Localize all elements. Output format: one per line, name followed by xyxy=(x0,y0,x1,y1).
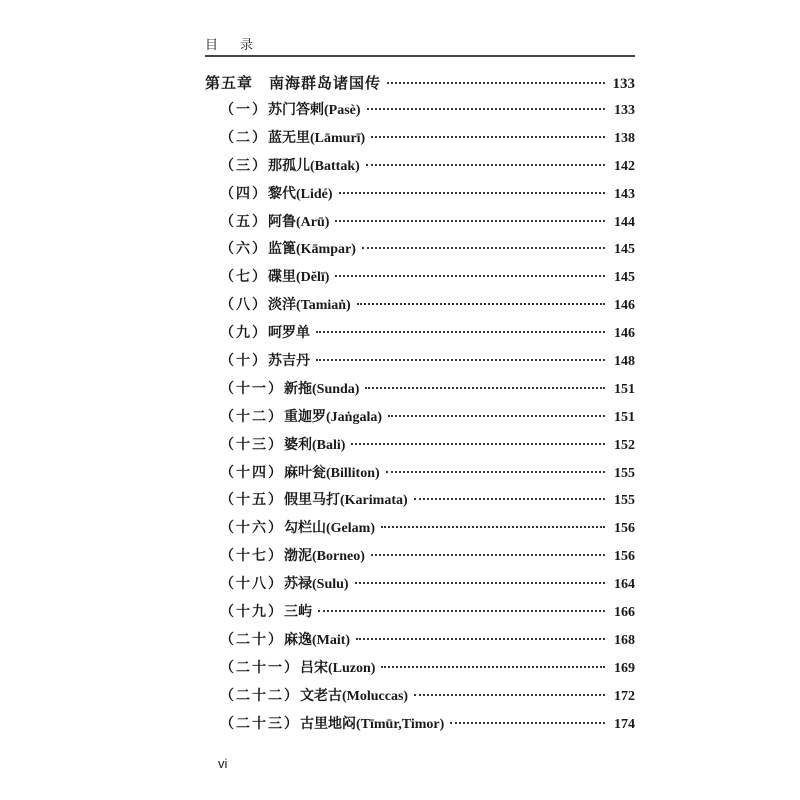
toc-entry[interactable] xyxy=(205,434,635,462)
entry-number: （十七） xyxy=(220,549,284,565)
toc-entry[interactable] xyxy=(205,462,635,490)
dot-leader xyxy=(381,666,605,668)
page-number: 133 xyxy=(614,103,635,118)
entry-number: （七） xyxy=(220,270,268,286)
dot-leader xyxy=(388,415,605,417)
toc-entry[interactable] xyxy=(205,350,635,378)
header-char: 录 xyxy=(240,37,254,52)
dot-leader xyxy=(351,443,605,445)
dot-leader xyxy=(365,387,605,389)
dot-leader xyxy=(339,192,605,194)
entry-number: （一） xyxy=(220,103,268,118)
page-number: 172 xyxy=(614,688,635,704)
entry-number: （二十二） xyxy=(220,688,300,704)
entry-title: 麻逸(Mait) xyxy=(284,632,351,648)
entry-number: （十） xyxy=(220,354,268,370)
entry-number: （十六） xyxy=(220,521,284,537)
entry-title: 苏吉丹 xyxy=(268,354,310,370)
toc-entry[interactable] xyxy=(205,657,635,685)
entry-number: （六） xyxy=(220,242,268,258)
entry-number: （十八） xyxy=(220,577,284,593)
entry-number: （四） xyxy=(220,186,268,202)
toc-entry[interactable] xyxy=(205,183,635,211)
dot-leader xyxy=(335,275,605,277)
page-number: 151 xyxy=(614,409,635,425)
entry-number: （十二） xyxy=(220,409,284,425)
dot-leader xyxy=(386,471,605,473)
entry-title: 蓝无里(Lāmurī) xyxy=(268,130,366,146)
dot-leader xyxy=(355,582,605,584)
toc-entry[interactable] xyxy=(205,629,635,657)
dot-leader xyxy=(357,303,605,305)
entry-title: 阿鲁(Arū) xyxy=(268,214,330,230)
chapter-label: 第五章 xyxy=(205,76,254,92)
dot-leader xyxy=(335,220,605,222)
dot-leader xyxy=(316,331,605,333)
entry-number: （九） xyxy=(220,326,268,342)
page-number: 151 xyxy=(614,381,635,397)
page-number: 142 xyxy=(614,158,635,174)
chapter-title: 南海群岛诸国传 xyxy=(269,76,382,92)
entry-title: 文老古(Moluccas) xyxy=(300,688,409,704)
toc-entry[interactable] xyxy=(205,322,635,350)
page-number: 146 xyxy=(614,298,635,314)
entry-title: 新拖(Sunda) xyxy=(284,381,360,397)
dot-leader xyxy=(371,136,605,138)
entry-title: 呵罗单 xyxy=(268,326,310,342)
dot-leader xyxy=(414,498,605,500)
entry-number: （二） xyxy=(220,130,268,146)
page-number: 152 xyxy=(614,437,635,453)
entry-number: （十四） xyxy=(220,465,284,481)
page-number: 174 xyxy=(614,716,635,732)
page-number: 155 xyxy=(614,465,635,481)
dot-leader xyxy=(367,108,605,110)
entry-number: （五） xyxy=(220,214,268,230)
toc-entry[interactable] xyxy=(205,573,635,601)
entry-number: （二十三） xyxy=(220,716,300,732)
entry-number: （十一） xyxy=(220,381,284,397)
entry-number: （十三） xyxy=(220,437,284,453)
entry-title: 渤泥(Borneo) xyxy=(284,549,365,565)
page-number: 144 xyxy=(614,214,635,230)
entry-title: 监篦(Kāmpar) xyxy=(268,242,356,258)
dot-leader xyxy=(450,722,605,724)
page-number: 164 xyxy=(614,577,635,593)
page-number: 169 xyxy=(614,660,635,676)
toc-entry[interactable] xyxy=(205,266,635,294)
dot-leader xyxy=(366,164,605,166)
page-number: 156 xyxy=(614,521,635,537)
entry-title: 假里马打(Karimata) xyxy=(284,493,408,509)
page-number: 143 xyxy=(614,186,635,202)
dot-leader xyxy=(387,82,605,84)
page-number: 133 xyxy=(612,76,635,92)
running-header xyxy=(205,34,275,53)
dot-leader xyxy=(356,638,605,640)
toc-entry[interactable] xyxy=(205,211,635,239)
entry-title: 那孤儿(Battak) xyxy=(268,158,360,174)
toc-entry[interactable] xyxy=(205,545,635,573)
entry-number: （十九） xyxy=(220,605,284,621)
entry-title: 勾栏山(Gelam) xyxy=(284,521,375,537)
page-number: 148 xyxy=(614,354,635,370)
page-number: 155 xyxy=(614,493,635,509)
entry-title: 重迦罗(Jaṅgala) xyxy=(284,409,382,425)
entry-title: 碟里(Dĕlī) xyxy=(268,270,330,286)
entry-title: 三屿 xyxy=(284,605,312,621)
toc-entry[interactable] xyxy=(205,378,635,406)
page-folio: vi xyxy=(218,756,228,771)
entry-title: 婆利(Bali) xyxy=(284,437,346,453)
page-number: 156 xyxy=(614,549,635,565)
dot-leader xyxy=(362,247,605,249)
toc-entry[interactable] xyxy=(205,517,635,545)
dot-leader xyxy=(318,610,605,612)
entry-title: 淡洋(Tamiaṅ) xyxy=(268,298,351,314)
entry-number: （二十一） xyxy=(220,660,300,676)
dot-leader xyxy=(371,554,605,556)
toc-entry[interactable] xyxy=(205,713,635,741)
page-number: 166 xyxy=(614,605,635,621)
toc-entry[interactable] xyxy=(205,238,635,266)
toc-entry[interactable] xyxy=(205,155,635,183)
entry-title: 苏门答剌(Pasè) xyxy=(268,103,361,118)
entry-title: 古里地闷(Tīmūr,Timor) xyxy=(300,716,445,732)
page-number: 145 xyxy=(614,242,635,258)
page-number: 138 xyxy=(614,130,635,146)
toc-entry[interactable] xyxy=(205,489,635,517)
page-number: 145 xyxy=(614,270,635,286)
entry-number: （八） xyxy=(220,298,268,314)
header-char: 目 xyxy=(205,37,219,52)
page-number: 146 xyxy=(614,326,635,342)
toc-entry[interactable] xyxy=(205,99,635,127)
dot-leader xyxy=(381,526,605,528)
table-of-contents xyxy=(205,72,635,740)
entry-number: （十五） xyxy=(220,493,284,509)
entry-title: 麻叶瓮(Billiton) xyxy=(284,465,380,481)
dot-leader xyxy=(414,694,605,696)
entry-number: （三） xyxy=(220,158,268,174)
toc-entry[interactable] xyxy=(205,294,635,322)
toc-chapter-row[interactable] xyxy=(205,72,635,99)
entry-title: 吕宋(Luzon) xyxy=(300,660,376,676)
entry-number: （二十） xyxy=(220,632,284,648)
entry-title: 苏禄(Sulu) xyxy=(284,577,349,593)
toc-entry[interactable] xyxy=(205,601,635,629)
page-number: 168 xyxy=(614,632,635,648)
toc-entry[interactable] xyxy=(205,406,635,434)
toc-entry[interactable] xyxy=(205,127,635,155)
header-rule xyxy=(205,55,635,57)
toc-entry[interactable] xyxy=(205,685,635,713)
entry-title: 黎代(Lidé) xyxy=(268,186,333,202)
dot-leader xyxy=(316,359,605,361)
